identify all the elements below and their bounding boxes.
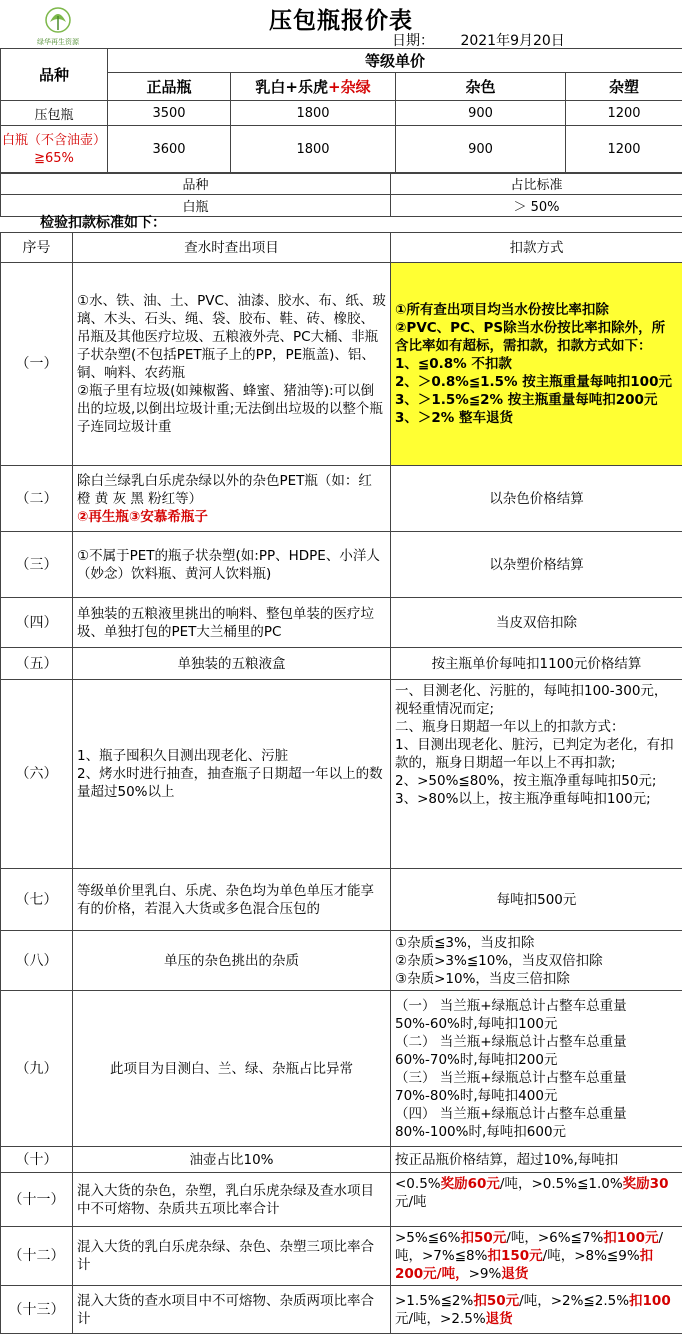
table-row <box>1 598 682 648</box>
rule-deduct: 每吨扣500元 <box>391 869 682 931</box>
deduct-line: ①所有查出项目均当水份按比率扣除 <box>395 301 678 319</box>
table-row <box>1 648 682 680</box>
rules-table <box>0 232 682 1334</box>
rule-item <box>73 466 391 532</box>
rule-item: 单独装的五粮液里挑出的响料、整包单装的医疗垃圾、单独打包的PET大兰桶里的PC <box>73 598 391 648</box>
deduct-seg: /吨，>2%≦2.5% <box>519 1293 629 1309</box>
table-row <box>1 126 682 174</box>
rule-no: （一） <box>1 263 73 466</box>
deduct-line: 一、目测老化、污脏的，每吨扣100-300元，视轻重情况而定; <box>395 682 678 718</box>
ratio-row-value: ＞ 50% <box>391 195 682 217</box>
head-deduct: 扣款方式 <box>391 233 682 263</box>
rule-deduct <box>391 263 682 466</box>
rule-item-line: 2、烤水时进行抽查，抽查瓶子日期超一年以上的数量超过50%以上 <box>77 765 386 801</box>
deduct-seg: 扣150元 <box>487 1248 542 1264</box>
rules-title: 检验扣款标准如下： <box>40 212 166 232</box>
deduct-line: 2、＞0.8%≦1.5% 按主瓶重量每吨扣100元 <box>395 373 678 391</box>
price-cell: 3500 <box>108 101 231 126</box>
rule-no: （十三） <box>1 1286 73 1334</box>
rule-deduct: 按正品瓶价格结算，超过10%,每吨扣 <box>391 1147 682 1173</box>
deduct-line: ③杂质>10%，当皮三倍扣除 <box>395 970 678 988</box>
deduct-seg: 扣100 <box>629 1293 671 1309</box>
head-no: 序号 <box>1 233 73 263</box>
table-row <box>1 1286 682 1334</box>
deduct-seg: >9% <box>469 1266 502 1282</box>
col-genuine-bottle: 正品瓶 <box>108 73 231 101</box>
price-cell: 900 <box>396 101 566 126</box>
rule-item <box>73 680 391 869</box>
deduct-seg: <0.5% <box>395 1176 441 1192</box>
row-name: 压包瓶 <box>1 101 108 126</box>
deduct-line: （一） 当兰瓶+绿瓶总计占整车总重量50%-60%时,每吨扣100元 <box>395 997 678 1033</box>
deduct-seg: >5%≦6% <box>395 1230 460 1246</box>
col-milky-lehu: 乳白+乐虎+杂绿 <box>231 73 396 101</box>
rule-no: （五） <box>1 648 73 680</box>
rule-no: （七） <box>1 869 73 931</box>
deduct-seg: 奖励60元 <box>441 1176 500 1192</box>
grade-header: 等级单价 <box>108 49 682 73</box>
price-cell: 1800 <box>231 101 396 126</box>
deduct-seg: /吨，>7%≦8% <box>395 1230 663 1264</box>
category-header: 品种 <box>1 49 108 101</box>
rule-deduct: 以杂色价格结算 <box>391 466 682 532</box>
deduct-line: 3、＞1.5%≦2% 按主瓶重量每吨扣200元 <box>395 391 678 409</box>
ratio-table <box>0 172 682 217</box>
rule-deduct: 以杂塑价格结算 <box>391 532 682 598</box>
price-cell: 1200 <box>566 101 682 126</box>
deduct-line: 3、＞2% 整车退货 <box>395 409 678 427</box>
date-label: 日期： <box>392 33 434 49</box>
rule-no: （十一） <box>1 1173 73 1227</box>
deduct-line: （三） 当兰瓶+绿瓶总计占整车总重量70%-80%时,每吨扣400元 <box>395 1069 678 1105</box>
price-cell: 1800 <box>231 126 396 174</box>
ratio-col-standard: 占比标准 <box>391 173 682 195</box>
rule-deduct <box>391 680 682 869</box>
rule-item-line: ②瓶子里有垃圾(如辣椒酱、蜂蜜、猪油等):可以倒出的垃圾,以倒出垃圾计重;无法倒出垃圾的以整个瓶子连同垃圾计重 <box>77 382 386 436</box>
date-value: 2021年9月20日 <box>460 33 564 49</box>
rule-no: （十） <box>1 1147 73 1173</box>
rule-deduct: 按主瓶单价每吨扣1100元价格结算 <box>391 648 682 680</box>
rule-item-line: ①水、铁、油、土、PVC、油漆、胶水、布、纸、玻璃、木头、石头、绳、袋、胶布、鞋、砖、橡胶、吊瓶及其他医疗垃圾、五粮液外壳、PC大桶、非瓶子状杂塑(不包括PET瓶子上的PP，PE瓶盖)、铝、铜、响料、农药瓶 <box>77 292 386 382</box>
price-table <box>0 48 682 174</box>
ratio-row-name: 白瓶 <box>1 195 391 217</box>
rule-deduct <box>391 991 682 1147</box>
rule-item <box>73 263 391 466</box>
head-item: 查水时查出项目 <box>73 233 391 263</box>
table-row <box>1 1173 682 1227</box>
rule-item-line: ②再生瓶③安慕希瓶子 <box>77 508 386 526</box>
rule-no: （二） <box>1 466 73 532</box>
deduct-seg: /吨，>6%≦7% <box>506 1230 603 1246</box>
deduct-line: 1、≦0.8% 不扣款 <box>395 355 678 373</box>
table-row <box>1 680 682 869</box>
price-cell: 1200 <box>566 126 682 174</box>
rule-deduct <box>391 1173 682 1227</box>
rule-item: 油壶占比10% <box>73 1147 391 1173</box>
deduct-seg: 元/吨 <box>395 1194 427 1210</box>
rule-no: （六） <box>1 680 73 869</box>
deduct-seg: 退货 <box>486 1311 513 1327</box>
ratio-col-category: 品种 <box>1 173 391 195</box>
deduct-seg: 扣100元 <box>603 1230 658 1246</box>
deduct-line: （四） 当兰瓶+绿瓶总计占整车总重量80%-100%时,每吨扣600元 <box>395 1105 678 1141</box>
table-row <box>1 931 682 991</box>
svg-text:绿华再生资源: 绿华再生资源 <box>37 37 80 46</box>
rule-deduct: 当皮双倍扣除 <box>391 598 682 648</box>
table-row <box>1 532 682 598</box>
table-row <box>1 101 682 126</box>
rule-deduct <box>391 1227 682 1286</box>
deduct-line: 3、>80%以上，按主瓶净重每吨扣100元; <box>395 790 678 808</box>
deduct-line: 1、目测出现老化、脏污，已判定为老化，有扣款的，瓶身日期超一年以上不再扣款; <box>395 736 678 772</box>
rule-item-line: 1、瓶子囤积久目测出现老化、污脏 <box>77 747 386 765</box>
rule-deduct <box>391 931 682 991</box>
deduct-line: 二、瓶身日期超一年以上的扣款方式： <box>395 718 678 736</box>
rule-item: 混入大货的乳白乐虎杂绿、杂色、杂塑三项比率合计 <box>73 1227 391 1286</box>
rule-item: 单压的杂色挑出的杂质 <box>73 931 391 991</box>
deduct-seg: 元/吨，>2.5% <box>395 1311 486 1327</box>
col-mixed-plastic: 杂塑 <box>566 73 682 101</box>
table-row <box>1 991 682 1147</box>
deduct-line: ②PVC、PC、PS除当水份按比率扣除外，所含比率如有超标，需扣款，扣款方式如下： <box>395 319 678 355</box>
rule-no: （九） <box>1 991 73 1147</box>
table-row <box>1 263 682 466</box>
table-row <box>1 1147 682 1173</box>
deduct-line: ②杂质>3%≦10%，当皮双倍扣除 <box>395 952 678 970</box>
rule-item: 单独装的五粮液盒 <box>73 648 391 680</box>
rule-item: ①不属于PET的瓶子状杂塑(如:PP、HDPE、小洋人（妙念）饮料瓶、黄河人饮料瓶) <box>73 532 391 598</box>
row-name: 白瓶（不含油壶）≧65% <box>1 126 108 174</box>
deduct-line: （二） 当兰瓶+绿瓶总计占整车总重量60%-70%时,每吨扣200元 <box>395 1033 678 1069</box>
table-row <box>1 1227 682 1286</box>
rule-no: （三） <box>1 532 73 598</box>
col-mixed-color: 杂色 <box>396 73 566 101</box>
rule-item: 混入大货的杂色，杂塑，乳白乐虎杂绿及查水项目中不可熔物、杂质共五项比率合计 <box>73 1173 391 1227</box>
deduct-line: 2、>50%≦80%，按主瓶净重每吨扣50元; <box>395 772 678 790</box>
deduct-seg: 扣200元/吨， <box>395 1248 653 1282</box>
rule-no: （四） <box>1 598 73 648</box>
rule-item: 此项目为目测白、兰、绿、杂瓶占比异常 <box>73 991 391 1147</box>
rule-deduct <box>391 1286 682 1334</box>
page-title: 压包瓶报价表 <box>0 2 682 35</box>
rule-item-line: 除白兰绿乳白乐虎杂绿以外的杂色PET瓶（如：红 橙 黄 灰 黑 粉红等） <box>77 472 386 508</box>
rule-item: 混入大货的查水项目中不可熔物、杂质两项比率合计 <box>73 1286 391 1334</box>
deduct-seg: 扣50元 <box>473 1293 519 1309</box>
deduct-seg: 奖励30 <box>623 1176 669 1192</box>
deduct-seg: 退货 <box>501 1266 528 1282</box>
date-line <box>392 30 565 50</box>
price-cell: 900 <box>396 126 566 174</box>
deduct-seg: >1.5%≦2% <box>395 1293 473 1309</box>
price-cell: 3600 <box>108 126 231 174</box>
deduct-seg: /吨，>8%≦9% <box>543 1248 640 1264</box>
rule-no: （八） <box>1 931 73 991</box>
deduct-line: ①杂质≦3%，当皮扣除 <box>395 934 678 952</box>
table-row <box>1 466 682 532</box>
header <box>0 0 682 50</box>
deduct-seg: /吨，>0.5%≦1.0% <box>500 1176 623 1192</box>
rule-no: （十二） <box>1 1227 73 1286</box>
table-row <box>1 869 682 931</box>
deduct-seg: 扣50元 <box>460 1230 506 1246</box>
rule-item: 等级单价里乳白、乐虎、杂色均为单色单压才能享有的价格，若混入大货或多色混合压包的 <box>73 869 391 931</box>
